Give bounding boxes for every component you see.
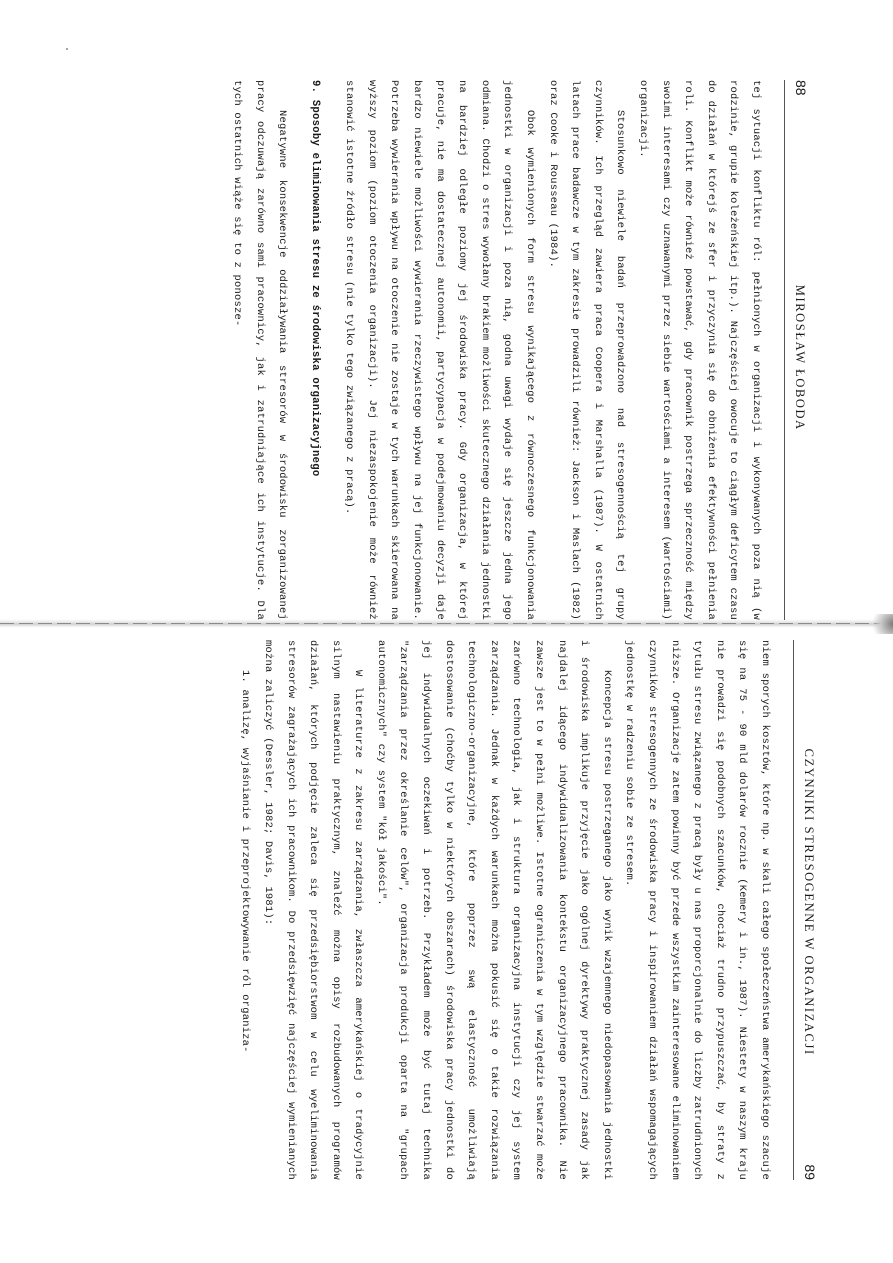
paragraph: Koncepcja stresu postrzeganego jako wynik wzajemnego niedopasowania jednostki i środowiska implikuje przyjęcie jako ogólnej dyrektywy praktycznej zasady jak najdalej idącego indywidualizowania kontekstu organizacyjnego pracownika. Nie zawsze jest to w pełni możliwe. Istotne ograniczenia w tym względzie stwarzać może zarówno technologia, jak i struktura organizacyjna instytucji czy jej system zarządzania. Jednak w każdych warunkach można pokusić się o takie rozwiązania technologiczno-organizacyjne, które poprzez swą elastyczność umożliwiają dostosowanie (choćby tylko w niektórych obszarach) środowiska pracy jednostki do jej indywidualnych oczekiwań i potrzeb. Przykładem może być tutaj technika "zarządzania przez określanie celów", organizacja produkcji oparta na "grupach autonomicznych" czy system "kół jakości". — [374, 640, 613, 1180]
page-fold-line — [0, 619, 893, 628]
paragraph: Negatywne konsekwencje oddziaływania stresorów w środowisku zorganizowanej pracy odczuwają zarówno sami pracownicy, jak i zatrudniające ich instytucje. Dla tych ostatnich wiąże się to z ponosze- — [230, 80, 289, 620]
paragraph: W literaturze z zakresu zarządzania, zwłaszcza amerykańskiej o tradycyjnie silnym nastawieniu praktycznym, znaleźć można opisy rozbudowanych programów działań, których podjęcie zaleca się przedsiębiorstwom w celu wyeliminowania stresorów zagrażających ich pracownikom. Do przedsięwzięć najczęściej wymienianych można zaliczyć (Dessler, 1982; Davis, 1981): — [261, 640, 365, 1180]
scan-edge-shadow — [865, 614, 893, 634]
paragraph: Obok wymienionych form stresu wynikającego z równoczesnego funkcjonowania jednostki w organizacji i poza nią, godna uwagi wydaje się jeszcze jedna jego odmiana. Chodzi o stres wywołany brakiem możliwości skutecznego działania jednostki na bardziej odległe poziomy jej środowiska pracy. Gdy organizacja, w której pracuje, nie ma dostatecznej autonomii, partycypacja w podejmowaniu decyzji daje bardzo niewiele możliwości wywierania rzeczywistego wpływu na jej funkcjonowanie. Potrzeba wywierania wpływu na otoczenie nie zostaje w tych warunkach skierowana na wyższy poziom (poziom otoczenia organizacji). Jej niezaspokojenie może również stanowić istotne źródło stresu (nie tylko tego związanego z pracą). — [343, 80, 537, 620]
paragraph: Stosunkowo niewiele badań przeprowadzono nad stresogennością tej grupy czynników. Ich przegląd zawiera praca Coopera i Marshalla (1987). W ostatnich latach prace badawcze w tym zakresie prowadzili również: Jackson i Maslach (1982) oraz Cooke i Rousseau (1984). — [546, 80, 627, 620]
list-item: 1. analizę, wyjaśnianie i przeprojektowywanie ról organiza- — [239, 670, 252, 1053]
page-number: 89 — [802, 1164, 818, 1180]
numbered-list — [234, 640, 257, 1180]
section-heading: 9. Sposoby eliminowania stresu ze środowiska organizacyjnego — [308, 80, 321, 477]
page-88 — [89, 80, 809, 620]
running-head-chapter: CZYNNIKI STRESOGENNE W ORGANIZACJI — [802, 748, 816, 1056]
page-89 — [98, 640, 818, 1180]
scan-speck — [66, 48, 68, 50]
page-number: 88 — [793, 80, 809, 96]
body-text-89 — [234, 640, 776, 1180]
paragraph: tej sytuacji konfliktu ról: pełnionych w organizacji i wykonywanych poza nią (w rodzinie, grupie koleżeńskiej itp.). Najczęściej owocuje to ciągłym deficytem czasu do działań w którejś ze sfer i przyczynia się do obniżenia efektywności pełnienia roli. Konflikt może również powstawać, gdy pracownik postrzega sprzeczność między swoimi interesami czy uznawanymi przez siebie wartościami a interesem (wartościami) organizacji. — [637, 80, 762, 620]
body-text-88 — [225, 80, 767, 620]
running-head-89 — [793, 640, 818, 1180]
running-head-88 — [784, 80, 809, 620]
running-head-author: MIROSŁAW ŁOBODA — [793, 284, 807, 431]
paragraph: niem sporych kosztów, które np. w skali całego społeczeństwa amerykańskiego szacuje się na 75 - 90 mld dolarów rocznie (Kemery i in., 1987). Niestety w naszym kraju nie prowadzi się podobnych szacunków, chociaż trudno przypuszczać, by straty z tytułu stresu związanego z pracą były u nas proporcjonalnie do liczby zatrudnionych niższe. Organizacje zatem powinny być przede wszystkim zainteresowane eliminowaniem czynników stresogennych ze środowiska pracy i inspirowaniem działań wspomagających jednostkę w radzeniu sobie ze stresem. — [623, 640, 771, 1180]
